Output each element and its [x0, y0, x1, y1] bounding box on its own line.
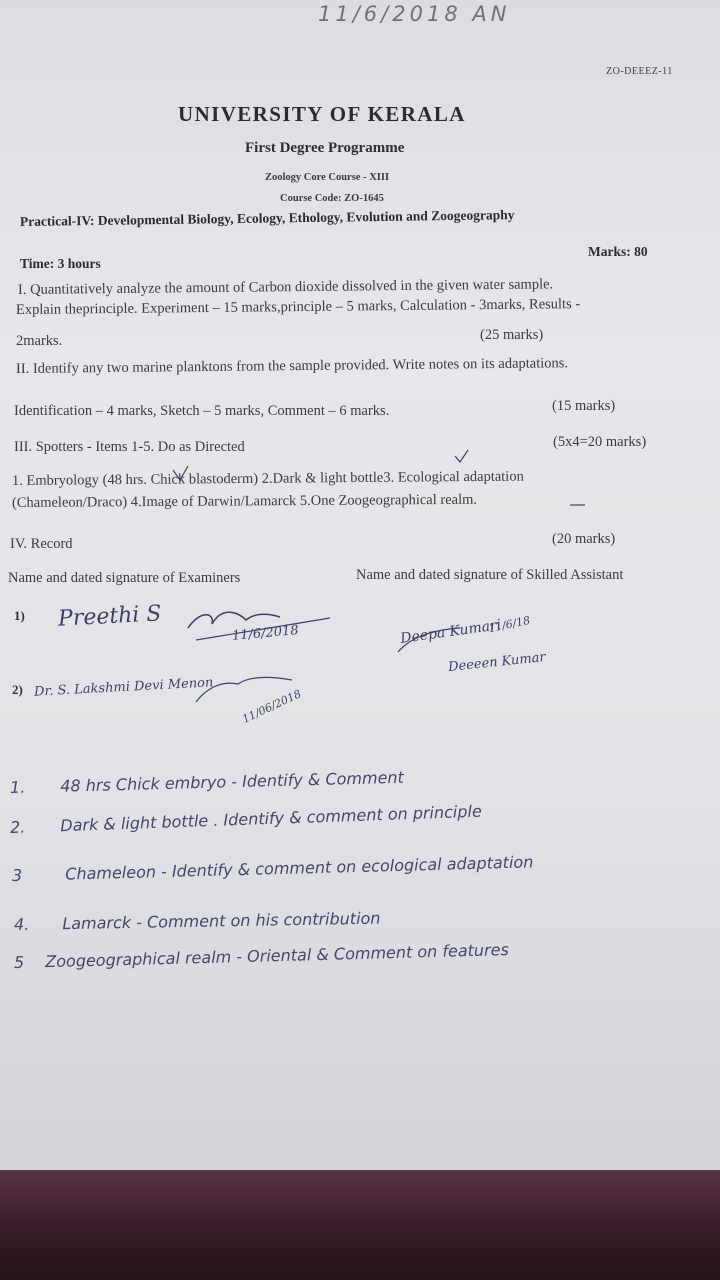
q1-line2: Explain theprinciple. Experiment – 15 marks,principle – 5 marks, Calculation - 3marks, Results - [15, 296, 581, 318]
examiner-1-signature: Preethi S [57, 601, 163, 632]
q4-line1: IV. Record [10, 536, 73, 552]
note-5 [14, 940, 509, 972]
note-1-number: 1. [9, 777, 26, 797]
examiner-2-date: 11/06/2018 [240, 687, 304, 726]
assistant-signature: Deepa Kumari [399, 617, 503, 647]
assistant-header: Name and dated signature of Skilled Assistant [356, 567, 624, 583]
examiner-1-date: 11/6/2018 [231, 623, 300, 644]
note-4 [14, 909, 381, 934]
university-name: UNIVERSITY OF KERALA [178, 102, 466, 126]
time-allowed: Time: 3 hours [20, 256, 101, 271]
note-3-text: Chameleon - Identify & comment on ecological adaptation [65, 852, 534, 884]
marks-total: Marks: 80 [588, 244, 648, 259]
background-cloth [0, 1170, 720, 1280]
note-3 [12, 852, 534, 885]
examiner-1-number: 1) [14, 608, 25, 623]
examiner-2-number: 2) [12, 682, 23, 697]
q1-line3: 2marks. [16, 333, 63, 349]
course-name: Zoology Core Course - XIII [265, 172, 390, 183]
course-code: Course Code: ZO-1645 [280, 193, 384, 204]
q2-line1: II. Identify any two marine planktons from the sample provided. Write notes on its adaptations. [15, 355, 569, 377]
q1-marks: (25 marks) [480, 327, 544, 343]
note-2-text: Dark & light bottle . Identify & comment on principle [59, 801, 483, 836]
examiner-2-signature: Dr. S. Lakshmi Devi Menon [33, 675, 214, 700]
q3-line1: III. Spotters - Items 1-5. Do as Directed [14, 439, 245, 455]
assistant-name: Deeeen Kumar [447, 649, 547, 676]
examiners-header: Name and dated signature of Examiners [8, 570, 241, 586]
q2-marks: (15 marks) [552, 398, 616, 414]
paper-code: ZO-DEEEZ-11 [606, 66, 673, 77]
q3-marks: (5x4=20 marks) [553, 434, 647, 450]
q2-line2: Identification – 4 marks, Sketch – 5 marks, Comment – 6 marks. [14, 403, 390, 419]
note-5-number: 5 [13, 952, 25, 972]
assistant-date: 11/6/18 [487, 613, 532, 636]
practical-title: Practical-IV: Developmental Biology, Ecology, Ethology, Evolution and Zoogeography [19, 207, 515, 229]
note-4-text: Lamarck - Comment on his contribution [62, 908, 381, 934]
note-4-number: 4. [13, 914, 30, 934]
handwritten-date: 11/6/2018 AN [318, 2, 511, 26]
programme-name: First Degree Programme [245, 140, 405, 156]
q3-items-line1: 1. Embryology (48 hrs. Chick blastoderm) 2.Dark & light bottle3. Ecological adaptation [11, 468, 524, 489]
q3-items-line2: (Chameleon/Draco) 4.Image of Darwin/Lamarck 5.One Zoogeographical realm. [11, 491, 478, 511]
q4-marks: (20 marks) [552, 531, 616, 547]
note-2-number: 2. [9, 817, 26, 837]
note-2 [10, 802, 482, 837]
note-3-number: 3 [11, 865, 23, 885]
q1-line1: I. Quantitatively analyze the amount of Carbon dioxide dissolved in the given water sample. [17, 276, 554, 298]
note-1 [10, 768, 404, 797]
note-1-text: 48 hrs Chick embryo - Identify & Comment [60, 767, 405, 796]
note-5-text: Zoogeographical realm - Oriental & Comment on features [45, 940, 510, 972]
